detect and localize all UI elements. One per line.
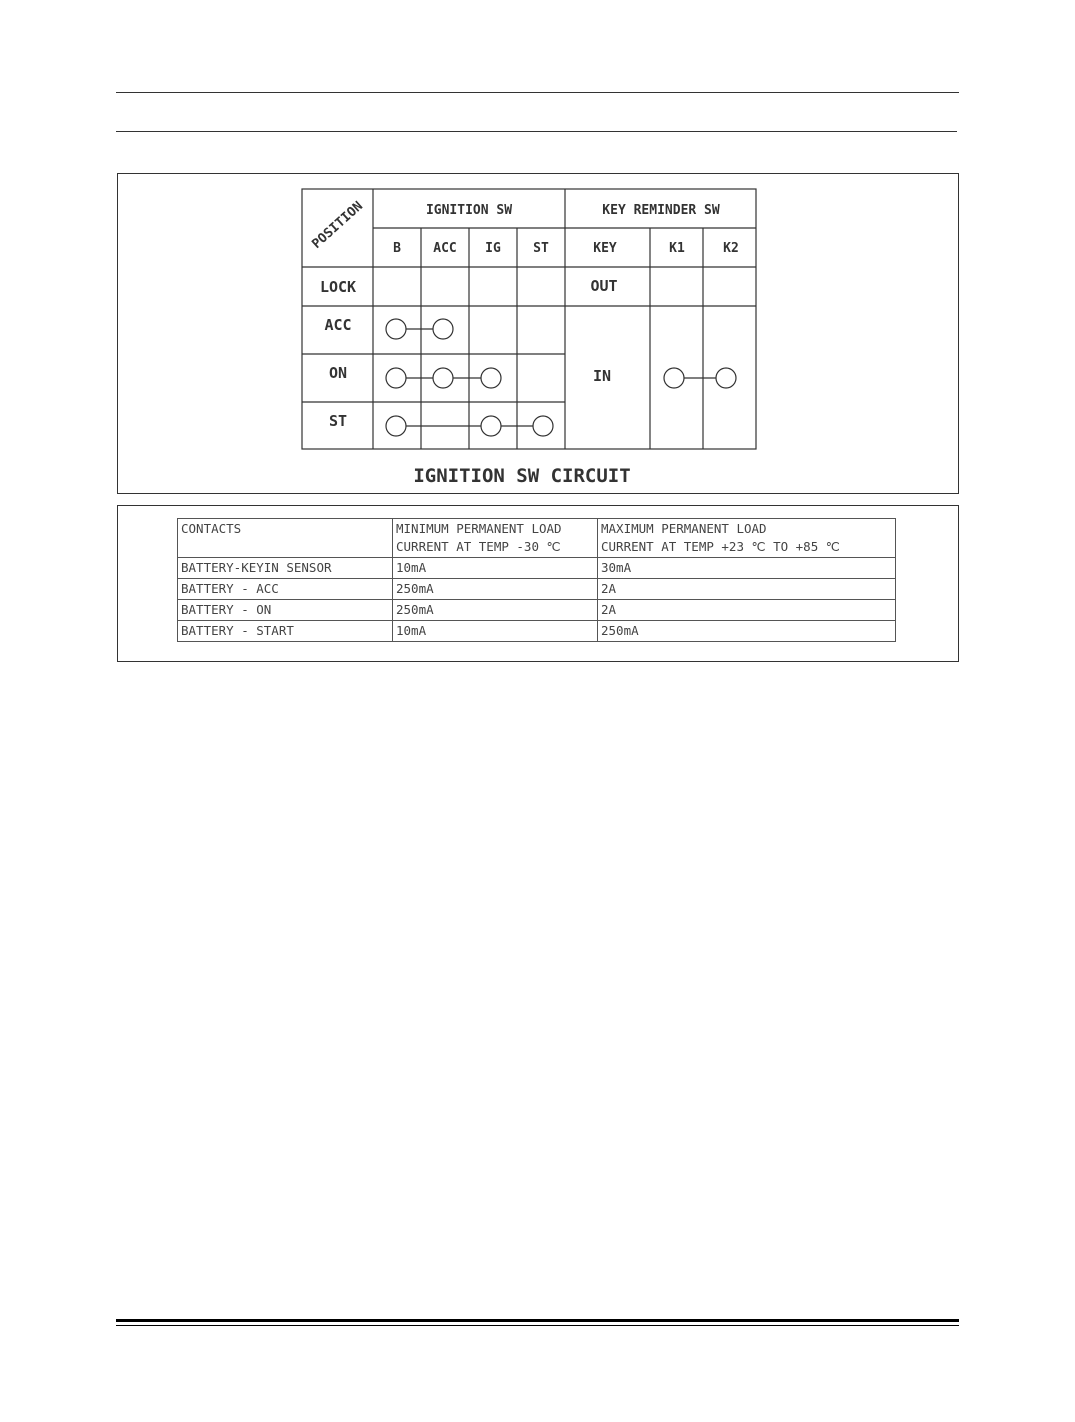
contact-acc-acc — [433, 319, 453, 339]
min-load-cell: 10mA — [393, 621, 598, 642]
contact-on-b — [386, 368, 406, 388]
column-header-st: ST — [533, 241, 549, 256]
header-rule-bottom — [116, 131, 957, 132]
table-row — [178, 600, 896, 621]
contact-cell: BATTERY - ON — [178, 600, 393, 621]
spec-table — [177, 518, 896, 642]
column-header-k2: K2 — [723, 241, 739, 256]
position-corner-label: POSITION — [309, 198, 366, 252]
contact-cell: BATTERY - ACC — [178, 579, 393, 600]
row-label-acc: ACC — [324, 316, 352, 334]
column-header-b: B — [393, 241, 401, 256]
diagram-caption: IGNITION SW CIRCUIT — [413, 465, 631, 487]
contact-cell: BATTERY - START — [178, 621, 393, 642]
contact-st-ig — [481, 416, 501, 436]
header-contacts: CONTACTS — [178, 519, 393, 558]
column-header-k1: K1 — [669, 241, 685, 256]
table-row — [178, 621, 896, 642]
footer-rule-thin — [116, 1325, 959, 1326]
contact-cell: BATTERY-KEYIN SENSOR — [178, 558, 393, 579]
header-max-load: MAXIMUM PERMANENT LOAD CURRENT AT TEMP +23 ℃ TO +85 ℃ — [598, 519, 896, 558]
contact-acc-b — [386, 319, 406, 339]
key-state-out: OUT — [590, 277, 618, 295]
group-header-key-reminder: KEY REMINDER SW — [602, 203, 720, 218]
contact-in-k2 — [716, 368, 736, 388]
max-load-cell: 30mA — [598, 558, 896, 579]
contact-on-acc — [433, 368, 453, 388]
table-row — [178, 579, 896, 600]
key-state-in: IN — [592, 367, 612, 385]
header-min-load: MINIMUM PERMANENT LOAD CURRENT AT TEMP -30 ℃ — [393, 519, 598, 558]
row-label-on: ON — [328, 364, 348, 382]
min-load-cell: 10mA — [393, 558, 598, 579]
table-row — [178, 558, 896, 579]
contact-on-ig — [481, 368, 501, 388]
min-load-cell: 250mA — [393, 600, 598, 621]
ignition-diagram — [118, 174, 958, 493]
footer-rule-thick — [116, 1319, 959, 1322]
min-load-cell: 250mA — [393, 579, 598, 600]
row-label-lock: LOCK — [319, 278, 357, 296]
contact-in-k1 — [664, 368, 684, 388]
column-header-ig: IG — [485, 241, 501, 256]
column-header-key: KEY — [593, 241, 617, 256]
column-header-acc: ACC — [433, 241, 457, 256]
max-load-cell: 2A — [598, 579, 896, 600]
max-load-cell: 2A — [598, 600, 896, 621]
contact-st-b — [386, 416, 406, 436]
ignition-diagram-frame — [117, 173, 959, 494]
row-label-st: ST — [328, 412, 348, 430]
spec-table-header-row — [178, 519, 896, 558]
contact-st-st — [533, 416, 553, 436]
group-header-ignition: IGNITION SW — [425, 203, 513, 218]
max-load-cell: 250mA — [598, 621, 896, 642]
header-rule-top — [116, 92, 959, 93]
